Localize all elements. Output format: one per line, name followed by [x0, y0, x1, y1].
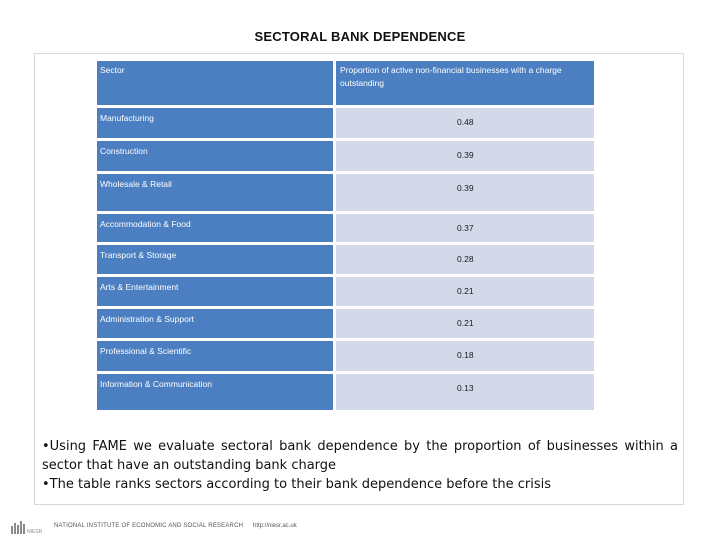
- header-proportion: Proportion of active non-financial businesses with a charge outstanding: [336, 61, 594, 105]
- table-row: [97, 108, 594, 138]
- sector-cell: Arts & Entertainment: [97, 277, 333, 306]
- footer: [10, 518, 340, 534]
- table-row: [97, 374, 594, 410]
- value-cell: 0.39: [336, 174, 594, 211]
- footer-url[interactable]: http://niesr.ac.uk: [253, 523, 297, 529]
- value-cell: 0.18: [336, 341, 594, 371]
- sector-cell: Administration & Support: [97, 309, 333, 338]
- bullet-item: •The table ranks sectors according to their bank dependence before the crisis: [42, 477, 551, 492]
- table-row: [97, 245, 594, 274]
- bullet-item: •Using FAME we evaluate sectoral bank dependence by the proportion of businesses within a sector that have an outstanding bank charge: [42, 439, 678, 473]
- table-row: [97, 277, 594, 306]
- value-cell: 0.37: [336, 214, 594, 242]
- value-cell: 0.39: [336, 141, 594, 171]
- footer-org: NATIONAL INSTITUTE OF ECONOMIC AND SOCIAL RESEARCH: [54, 523, 244, 529]
- header-sector: Sector: [97, 61, 333, 105]
- value-cell: 0.13: [336, 374, 594, 410]
- value-cell: 0.48: [336, 108, 594, 138]
- table-row: [97, 214, 594, 242]
- table-row: [97, 341, 594, 371]
- table-row: [97, 141, 594, 171]
- sector-cell: Construction: [97, 141, 333, 171]
- sector-cell: Manufacturing: [97, 108, 333, 138]
- sector-cell: Wholesale & Retail: [97, 174, 333, 211]
- bullet-list: [42, 437, 678, 494]
- slide-title: SECTORAL BANK DEPENDENCE: [254, 29, 466, 44]
- table-row: [97, 309, 594, 338]
- value-cell: 0.28: [336, 245, 594, 274]
- sector-cell: Transport & Storage: [97, 245, 333, 274]
- sector-table: [94, 58, 597, 413]
- value-cell: 0.21: [336, 277, 594, 306]
- sector-cell: Information & Communication: [97, 374, 333, 410]
- niesr-logo: [10, 520, 50, 534]
- table-row: [97, 174, 594, 211]
- svg-text:NIESR: NIESR: [27, 529, 43, 534]
- sector-cell: Professional & Scientific: [97, 341, 333, 371]
- value-cell: 0.21: [336, 309, 594, 338]
- table-header-row: [97, 61, 594, 105]
- sector-cell: Accommodation & Food: [97, 214, 333, 242]
